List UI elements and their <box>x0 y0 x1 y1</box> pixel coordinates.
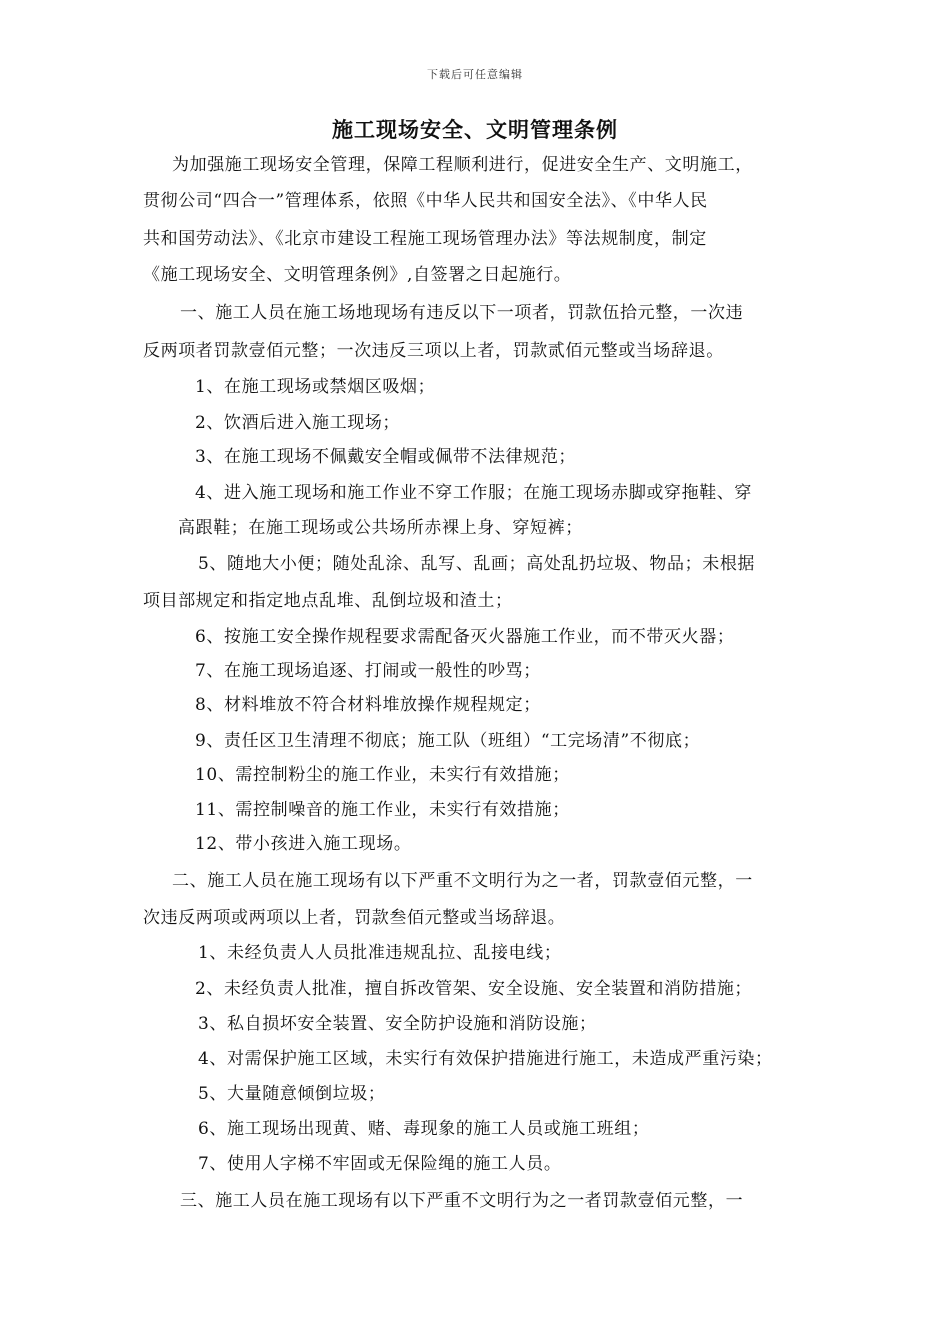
paragraph-line: 为加强施工现场安全管理，保障工程顺利进行，促进安全生产、文明施工， <box>172 155 753 175</box>
list-item: 6、按施工安全操作规程要求需配备灭火器施工作业，而不带灭火器； <box>195 627 735 647</box>
list-item: 3、在施工现场不佩戴安全帽或佩带不法律规范； <box>195 447 577 467</box>
paragraph-line: 《施工现场安全、文明管理条例》,自签署之日起施行。 <box>143 265 572 285</box>
paragraph-line: 贯彻公司“四合一”管理体系，依照《中华人民共和国安全法》、《中华人民 <box>143 191 708 211</box>
list-item: 5、随地大小便；随处乱涂、乱写、乱画；高处乱扔垃圾、物品；未根据 <box>198 554 756 574</box>
list-item: 7、使用人字梯不牢固或无保险绳的施工人员。 <box>198 1154 562 1174</box>
list-item: 1、未经负责人人员批准违规乱拉、乱接电线； <box>198 943 562 963</box>
list-item: 5、大量随意倾倒垃圾； <box>198 1084 386 1104</box>
section-heading-line: 三、施工人员在施工现场有以下严重不文明行为之一者罚款壹佰元整，一 <box>180 1191 744 1211</box>
paragraph-line: 次违反两项或两项以上者，罚款叁佰元整或当场辞退。 <box>143 908 566 928</box>
list-item: 3、私自损坏安全装置、安全防护设施和消防设施； <box>198 1014 597 1034</box>
list-item: 4、对需保护施工区域，未实行有效保护措施进行施工，未造成严重污染； <box>198 1049 773 1069</box>
list-item-continuation: 高跟鞋；在施工现场或公共场所赤裸上身、穿短裤； <box>178 518 583 538</box>
list-item: 1、在施工现场或禁烟区吸烟； <box>195 377 436 397</box>
list-item-continuation: 项目部规定和指定地点乱堆、乱倒垃圾和渣土； <box>143 591 513 611</box>
download-note: 下载后可任意编辑 <box>427 68 523 81</box>
list-item: 7、在施工现场追逐、打闹或一般性的吵骂； <box>195 661 541 681</box>
section-heading-line: 二、施工人员在施工现场有以下严重不文明行为之一者，罚款壹佰元整，一 <box>172 871 753 891</box>
document-title: 施工现场安全、文明管理条例 <box>332 118 618 142</box>
list-item: 8、材料堆放不符合材料堆放操作规程规定； <box>195 695 541 715</box>
list-item: 11、需控制噪音的施工作业，未实行有效措施； <box>195 800 570 820</box>
list-item: 2、未经负责人批准，擅自拆改管架、安全设施、安全装置和消防措施； <box>195 979 753 999</box>
list-item: 6、施工现场出现黄、赌、毒现象的施工人员或施工班组； <box>198 1119 650 1139</box>
list-item: 10、需控制粉尘的施工作业，未实行有效措施； <box>195 765 570 785</box>
paragraph-line: 共和国劳动法》、《北京市建设工程施工现场管理办法》等法规制度，制定 <box>143 229 707 249</box>
list-item: 4、进入施工现场和施工作业不穿工作服；在施工现场赤脚或穿拖鞋、穿 <box>195 483 753 503</box>
list-item: 9、责任区卫生清理不彻底；施工队（班组）“工完场清”不彻底； <box>195 731 701 751</box>
section-heading-line: 一、施工人员在施工场地现场有违反以下一项者，罚款伍拾元整，一次违 <box>180 303 744 323</box>
paragraph-line: 反两项者罚款壹佰元整；一次违反三项以上者，罚款贰佰元整或当场辞退。 <box>143 341 724 361</box>
list-item: 12、带小孩进入施工现场。 <box>195 834 412 854</box>
list-item: 2、饮酒后进入施工现场； <box>195 413 401 433</box>
